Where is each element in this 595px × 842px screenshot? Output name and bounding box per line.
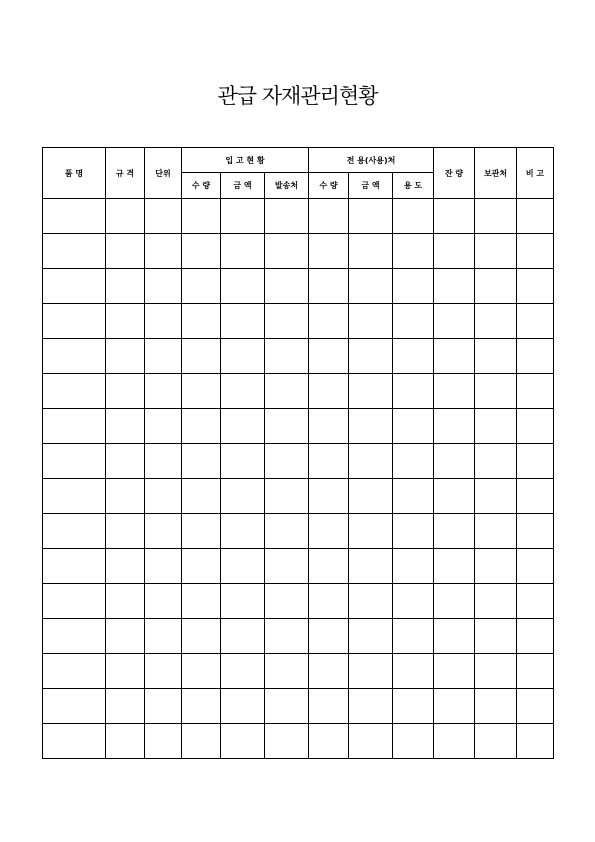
table-cell[interactable] bbox=[393, 199, 434, 234]
table-cell[interactable] bbox=[43, 444, 106, 479]
table-cell[interactable] bbox=[221, 549, 265, 584]
table-cell[interactable] bbox=[349, 549, 393, 584]
table-cell[interactable] bbox=[182, 654, 221, 689]
table-cell[interactable] bbox=[145, 409, 182, 444]
table-cell[interactable] bbox=[265, 339, 309, 374]
table-cell[interactable] bbox=[434, 549, 475, 584]
table-cell[interactable] bbox=[517, 339, 554, 374]
table-cell[interactable] bbox=[265, 619, 309, 654]
table-row bbox=[43, 374, 554, 409]
table-cell[interactable] bbox=[145, 339, 182, 374]
table-cell[interactable] bbox=[393, 234, 434, 269]
header-receipt-amount: 금 액 bbox=[221, 173, 265, 199]
table-cell[interactable] bbox=[221, 619, 265, 654]
table-cell[interactable] bbox=[221, 269, 265, 304]
table-cell[interactable] bbox=[145, 234, 182, 269]
table-cell[interactable] bbox=[106, 409, 145, 444]
table-cell[interactable] bbox=[393, 549, 434, 584]
table-cell[interactable] bbox=[182, 549, 221, 584]
table-cell[interactable] bbox=[475, 514, 517, 549]
table-cell[interactable] bbox=[106, 514, 145, 549]
header-remarks: 비 고 bbox=[517, 148, 554, 199]
table-cell[interactable] bbox=[393, 619, 434, 654]
table-cell[interactable] bbox=[349, 444, 393, 479]
table-cell[interactable] bbox=[393, 444, 434, 479]
table-cell[interactable] bbox=[265, 199, 309, 234]
table-cell[interactable] bbox=[182, 374, 221, 409]
table-cell[interactable] bbox=[349, 584, 393, 619]
table-cell[interactable] bbox=[309, 304, 349, 339]
table-cell[interactable] bbox=[145, 304, 182, 339]
table-row bbox=[43, 549, 554, 584]
table-cell[interactable] bbox=[434, 199, 475, 234]
table-row bbox=[43, 269, 554, 304]
table-cell[interactable] bbox=[434, 409, 475, 444]
table-cell[interactable] bbox=[221, 724, 265, 759]
table-cell[interactable] bbox=[309, 444, 349, 479]
table-cell[interactable] bbox=[309, 234, 349, 269]
table-cell[interactable] bbox=[475, 584, 517, 619]
table-cell[interactable] bbox=[221, 339, 265, 374]
table-cell[interactable] bbox=[43, 514, 106, 549]
table-cell[interactable] bbox=[393, 269, 434, 304]
table-cell[interactable] bbox=[475, 339, 517, 374]
table-row bbox=[43, 689, 554, 724]
table-cell[interactable] bbox=[309, 514, 349, 549]
table-row bbox=[43, 234, 554, 269]
table-cell[interactable] bbox=[393, 374, 434, 409]
table-cell[interactable] bbox=[106, 584, 145, 619]
table-cell[interactable] bbox=[43, 234, 106, 269]
table-cell[interactable] bbox=[434, 654, 475, 689]
table-cell[interactable] bbox=[517, 234, 554, 269]
table-cell[interactable] bbox=[43, 304, 106, 339]
table-cell[interactable] bbox=[221, 479, 265, 514]
table-cell[interactable] bbox=[221, 409, 265, 444]
table-cell[interactable] bbox=[393, 479, 434, 514]
table-cell[interactable] bbox=[265, 269, 309, 304]
table-cell[interactable] bbox=[475, 444, 517, 479]
table-cell[interactable] bbox=[145, 619, 182, 654]
table-cell[interactable] bbox=[434, 304, 475, 339]
header-receipt-group: 입 고 현 황 bbox=[182, 148, 309, 173]
table-cell[interactable] bbox=[182, 479, 221, 514]
table-cell[interactable] bbox=[106, 234, 145, 269]
table-cell[interactable] bbox=[145, 514, 182, 549]
header-row-top bbox=[43, 148, 554, 173]
header-receipt-quantity: 수 량 bbox=[182, 173, 221, 199]
table-row bbox=[43, 444, 554, 479]
table-cell[interactable] bbox=[475, 549, 517, 584]
table-cell[interactable] bbox=[221, 654, 265, 689]
table-cell[interactable] bbox=[475, 689, 517, 724]
table-cell[interactable] bbox=[434, 514, 475, 549]
table-cell[interactable] bbox=[221, 444, 265, 479]
table-row bbox=[43, 409, 554, 444]
header-spec: 규 격 bbox=[106, 148, 145, 199]
table-cell[interactable] bbox=[393, 304, 434, 339]
table-cell[interactable] bbox=[43, 724, 106, 759]
table-cell[interactable] bbox=[265, 654, 309, 689]
table-cell[interactable] bbox=[434, 724, 475, 759]
table-cell[interactable] bbox=[309, 724, 349, 759]
table-cell[interactable] bbox=[517, 689, 554, 724]
header-usage-quantity: 수 량 bbox=[309, 173, 349, 199]
table-cell[interactable] bbox=[349, 619, 393, 654]
table-cell[interactable] bbox=[265, 234, 309, 269]
table-cell[interactable] bbox=[309, 654, 349, 689]
table-cell[interactable] bbox=[309, 584, 349, 619]
table-cell[interactable] bbox=[434, 689, 475, 724]
table-cell[interactable] bbox=[265, 584, 309, 619]
table-cell[interactable] bbox=[517, 584, 554, 619]
table-cell[interactable] bbox=[349, 409, 393, 444]
table-row bbox=[43, 619, 554, 654]
table-cell[interactable] bbox=[182, 724, 221, 759]
table-cell[interactable] bbox=[106, 374, 145, 409]
table-cell[interactable] bbox=[517, 444, 554, 479]
table-cell[interactable] bbox=[517, 409, 554, 444]
table-cell[interactable] bbox=[265, 549, 309, 584]
table-cell[interactable] bbox=[145, 269, 182, 304]
table-cell[interactable] bbox=[182, 409, 221, 444]
table-cell[interactable] bbox=[349, 269, 393, 304]
table-cell[interactable] bbox=[43, 549, 106, 584]
table-cell[interactable] bbox=[106, 479, 145, 514]
table-cell[interactable] bbox=[145, 374, 182, 409]
table-cell[interactable] bbox=[106, 339, 145, 374]
table-cell[interactable] bbox=[517, 514, 554, 549]
table-cell[interactable] bbox=[475, 654, 517, 689]
table-cell[interactable] bbox=[43, 689, 106, 724]
table-row bbox=[43, 584, 554, 619]
table-cell[interactable] bbox=[517, 654, 554, 689]
table-cell[interactable] bbox=[182, 584, 221, 619]
table-cell[interactable] bbox=[43, 619, 106, 654]
table-cell[interactable] bbox=[43, 654, 106, 689]
table-cell[interactable] bbox=[349, 724, 393, 759]
table-body bbox=[43, 199, 554, 759]
table-cell[interactable] bbox=[475, 619, 517, 654]
table-cell[interactable] bbox=[265, 689, 309, 724]
table-cell[interactable] bbox=[434, 269, 475, 304]
table-cell[interactable] bbox=[43, 479, 106, 514]
header-balance: 잔 량 bbox=[434, 148, 475, 199]
table-cell[interactable] bbox=[517, 199, 554, 234]
table-cell[interactable] bbox=[475, 269, 517, 304]
header-unit: 단위 bbox=[145, 148, 182, 199]
header-usage-amount: 금 액 bbox=[349, 173, 393, 199]
table-cell[interactable] bbox=[182, 514, 221, 549]
table-cell[interactable] bbox=[43, 409, 106, 444]
table-cell[interactable] bbox=[221, 689, 265, 724]
table-cell[interactable] bbox=[393, 584, 434, 619]
material-management-table bbox=[42, 147, 554, 759]
table-row bbox=[43, 304, 554, 339]
table-cell[interactable] bbox=[434, 444, 475, 479]
table-cell[interactable] bbox=[309, 339, 349, 374]
table-cell[interactable] bbox=[221, 304, 265, 339]
header-usage-purpose: 용 도 bbox=[393, 173, 434, 199]
table-cell[interactable] bbox=[43, 374, 106, 409]
table-row bbox=[43, 199, 554, 234]
table-cell[interactable] bbox=[265, 724, 309, 759]
header-receipt-supplier: 발송처 bbox=[265, 173, 309, 199]
header-usage-group: 전 용(사용)처 bbox=[309, 148, 434, 173]
table-cell[interactable] bbox=[349, 234, 393, 269]
table-cell[interactable] bbox=[393, 724, 434, 759]
table-cell[interactable] bbox=[182, 619, 221, 654]
table-cell[interactable] bbox=[349, 689, 393, 724]
table-cell[interactable] bbox=[349, 199, 393, 234]
table-cell[interactable] bbox=[265, 304, 309, 339]
table-cell[interactable] bbox=[349, 374, 393, 409]
header-item-name: 품 명 bbox=[43, 148, 106, 199]
table-cell[interactable] bbox=[182, 339, 221, 374]
table-cell[interactable] bbox=[43, 339, 106, 374]
table-cell[interactable] bbox=[475, 479, 517, 514]
table-cell[interactable] bbox=[182, 444, 221, 479]
table-row bbox=[43, 654, 554, 689]
table-cell[interactable] bbox=[265, 409, 309, 444]
table-cell[interactable] bbox=[475, 374, 517, 409]
table-cell[interactable] bbox=[349, 514, 393, 549]
table-cell[interactable] bbox=[309, 374, 349, 409]
table-cell[interactable] bbox=[475, 234, 517, 269]
table-cell[interactable] bbox=[145, 549, 182, 584]
table-cell[interactable] bbox=[265, 374, 309, 409]
table-row bbox=[43, 514, 554, 549]
table-cell[interactable] bbox=[145, 479, 182, 514]
table-cell[interactable] bbox=[182, 269, 221, 304]
table-cell[interactable] bbox=[434, 234, 475, 269]
table-cell[interactable] bbox=[393, 654, 434, 689]
table-cell[interactable] bbox=[434, 374, 475, 409]
table-cell[interactable] bbox=[393, 409, 434, 444]
table-header bbox=[43, 148, 554, 199]
table-cell[interactable] bbox=[182, 199, 221, 234]
table-cell[interactable] bbox=[475, 304, 517, 339]
table-cell[interactable] bbox=[106, 549, 145, 584]
table-cell[interactable] bbox=[517, 269, 554, 304]
table-cell[interactable] bbox=[517, 724, 554, 759]
table-cell[interactable] bbox=[43, 199, 106, 234]
table-cell[interactable] bbox=[309, 479, 349, 514]
table-cell[interactable] bbox=[145, 654, 182, 689]
table-cell[interactable] bbox=[309, 409, 349, 444]
table-cell[interactable] bbox=[265, 444, 309, 479]
table-cell[interactable] bbox=[517, 549, 554, 584]
table-cell[interactable] bbox=[349, 654, 393, 689]
table-cell[interactable] bbox=[434, 479, 475, 514]
table-cell[interactable] bbox=[182, 234, 221, 269]
table-row bbox=[43, 339, 554, 374]
table-cell[interactable] bbox=[349, 304, 393, 339]
table-cell[interactable] bbox=[221, 374, 265, 409]
table-cell[interactable] bbox=[43, 584, 106, 619]
table-cell[interactable] bbox=[309, 199, 349, 234]
table-cell[interactable] bbox=[145, 724, 182, 759]
table-cell[interactable] bbox=[475, 724, 517, 759]
table-cell[interactable] bbox=[106, 689, 145, 724]
table-cell[interactable] bbox=[434, 619, 475, 654]
table-cell[interactable] bbox=[145, 444, 182, 479]
table-cell[interactable] bbox=[145, 199, 182, 234]
table-cell[interactable] bbox=[221, 514, 265, 549]
table-cell[interactable] bbox=[106, 444, 145, 479]
table-cell[interactable] bbox=[434, 339, 475, 374]
table-cell[interactable] bbox=[182, 689, 221, 724]
table-cell[interactable] bbox=[309, 269, 349, 304]
document-title: 관급 자재관리현황 bbox=[217, 84, 378, 108]
header-storage: 보관처 bbox=[475, 148, 517, 199]
table-cell[interactable] bbox=[434, 584, 475, 619]
table-cell[interactable] bbox=[309, 549, 349, 584]
table-cell[interactable] bbox=[309, 619, 349, 654]
table-cell[interactable] bbox=[221, 584, 265, 619]
table-cell[interactable] bbox=[106, 199, 145, 234]
table-cell[interactable] bbox=[145, 689, 182, 724]
table-cell[interactable] bbox=[349, 479, 393, 514]
table-cell[interactable] bbox=[309, 689, 349, 724]
table-cell[interactable] bbox=[221, 234, 265, 269]
table-cell[interactable] bbox=[517, 304, 554, 339]
table-cell[interactable] bbox=[106, 269, 145, 304]
table-cell[interactable] bbox=[517, 374, 554, 409]
table-cell[interactable] bbox=[517, 479, 554, 514]
table-cell[interactable] bbox=[265, 514, 309, 549]
table-cell[interactable] bbox=[106, 654, 145, 689]
table-cell[interactable] bbox=[221, 199, 265, 234]
table-cell[interactable] bbox=[393, 339, 434, 374]
table-cell[interactable] bbox=[349, 339, 393, 374]
table-cell[interactable] bbox=[106, 304, 145, 339]
table-cell[interactable] bbox=[393, 689, 434, 724]
table-cell[interactable] bbox=[106, 724, 145, 759]
table-cell[interactable] bbox=[43, 269, 106, 304]
table-cell[interactable] bbox=[106, 619, 145, 654]
table-cell[interactable] bbox=[182, 304, 221, 339]
table-row bbox=[43, 479, 554, 514]
table-cell[interactable] bbox=[517, 619, 554, 654]
table-cell[interactable] bbox=[145, 584, 182, 619]
table-row bbox=[43, 724, 554, 759]
table-cell[interactable] bbox=[265, 479, 309, 514]
table-cell[interactable] bbox=[475, 409, 517, 444]
table-cell[interactable] bbox=[393, 514, 434, 549]
table-cell[interactable] bbox=[475, 199, 517, 234]
